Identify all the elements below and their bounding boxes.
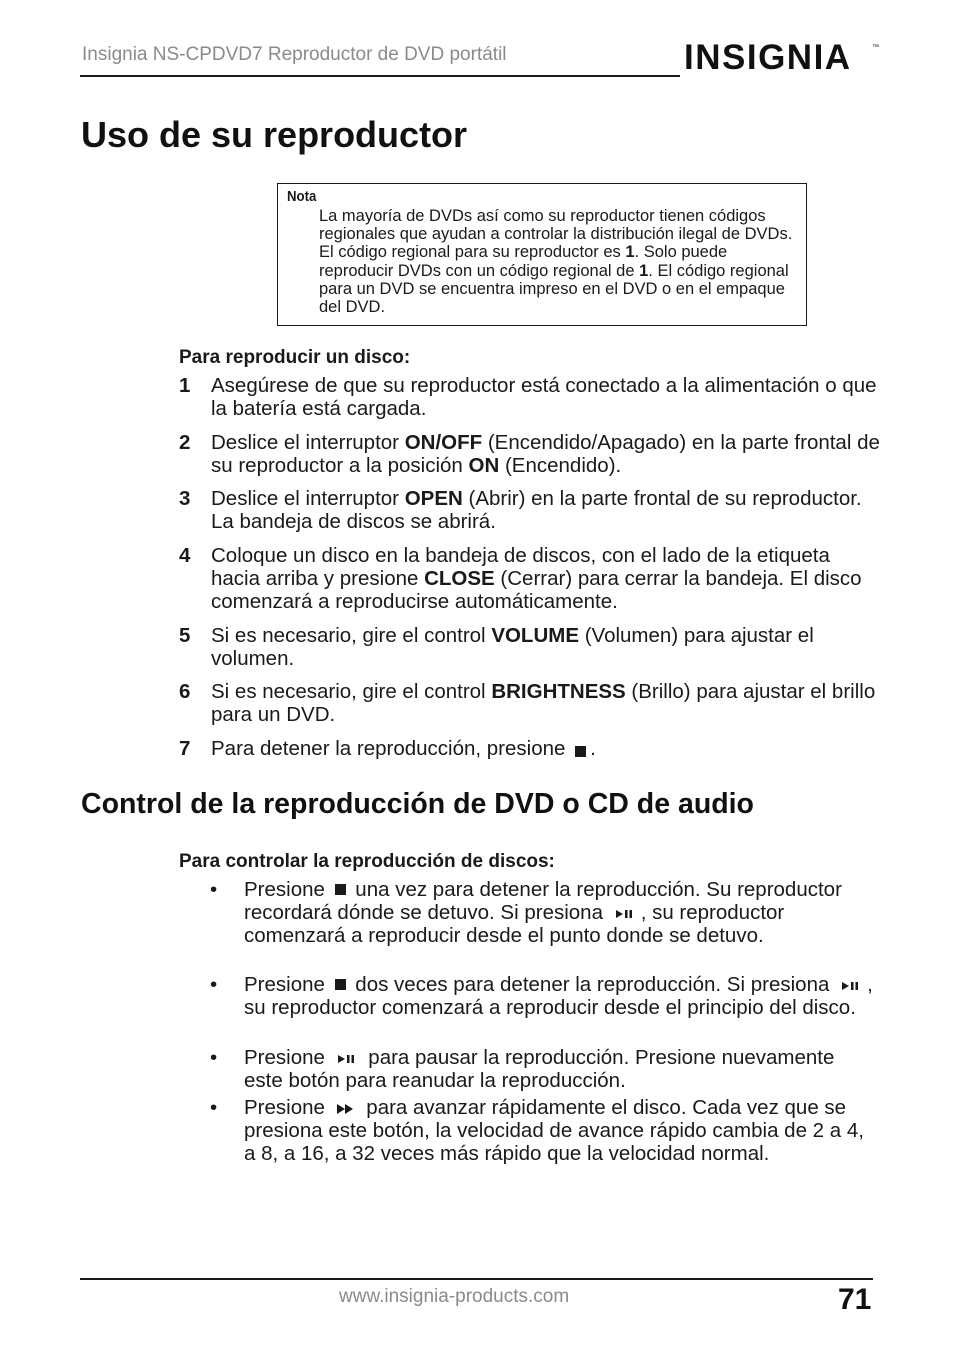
footer-divider	[80, 1278, 873, 1280]
bullet-item: • Presione dos veces para detener la reproducción. Si presiona , su reproductor comenzará a reproducir desde el principio del disco.	[210, 973, 873, 1019]
step-3: 3 Deslice el interruptor OPEN (Abrir) en la parte frontal de su reproductor. La bandeja de discos se abrirá.	[179, 487, 862, 533]
bullet-item: • Presione para avanzar rápidamente el disco. Cada vez que se presiona este botón, la velocidad de avance rápido cambia de 2 a 4, a 8, a 16, a 32 veces más rápido que la velocidad normal.	[210, 1096, 864, 1165]
play-pause-icon	[838, 979, 864, 993]
stop-icon	[335, 884, 346, 895]
logo-trademark: ™	[872, 44, 879, 51]
insignia-logo	[684, 38, 884, 90]
header-title: Insignia NS-CPDVD7 Reproductor de DVD portátil	[82, 44, 507, 65]
procedure-title-play: Para reproducir un disco:	[179, 347, 411, 368]
bullet-item: • Presione para pausar la reproducción. Presione nuevamente este botón para reanudar la reproducción.	[210, 1046, 835, 1092]
step-4: 4 Coloque un disco en la bandeja de discos, con el lado de la etiqueta hacia arriba y presione CLOSE (Cerrar) para cerrar la bandeja. El disco comenzará a reproducirse automáticamente.	[179, 544, 862, 613]
step-5: 5 Si es necesario, gire el control VOLUME (Volumen) para ajustar el volumen.	[179, 624, 814, 670]
step-6: 6 Si es necesario, gire el control BRIGHTNESS (Brillo) para ajustar el brillo para un DVD.	[179, 680, 876, 726]
note-text: La mayoría de DVDs así como su reproductor tienen códigos regionales que ayudan a controlar la distribución ilegal de DVDs. El código regional para su reproductor es 1. Solo puede reproducir DVDs con un código regional de 1. El código regional para un DVD se encuentra impreso en el DVD o en el empaque del DVD.	[319, 207, 793, 317]
play-pause-icon	[334, 1052, 360, 1066]
stop-icon	[575, 746, 586, 757]
region-code: 1	[625, 243, 635, 262]
step-1: 1 Asegúrese de que su reproductor está conectado a la alimentación o que la batería está cargada.	[179, 374, 877, 420]
procedure-title-control: Para controlar la reproducción de discos:	[179, 851, 555, 872]
bullet-item: • Presione una vez para detener la reproducción. Su reproductor recordará dónde se detuvo. Si presiona , su reproductor comenzará a reproducir desde el punto donde se detuvo.	[210, 878, 842, 947]
play-pause-icon	[612, 907, 638, 921]
step-2: 2 Deslice el interruptor ON/OFF (Encendido/Apagado) en la parte frontal de su reproductor a la posición ON (Encendido).	[179, 431, 880, 477]
region-code: 1	[639, 261, 649, 280]
step-7: 7 Para detener la reproducción, presione .	[179, 737, 596, 760]
section-title: Control de la reproducción de DVD o CD de audio	[81, 788, 754, 820]
note-label: Nota	[287, 188, 317, 205]
note-box	[277, 183, 807, 326]
header-divider	[80, 75, 680, 77]
footer-url: www.insignia-products.com	[339, 1286, 570, 1307]
page-title: Uso de su reproductor	[81, 114, 468, 155]
page-number: 71	[838, 1283, 872, 1316]
logo-wordmark: INSIGNIA	[684, 38, 852, 77]
fast-forward-icon	[334, 1102, 358, 1116]
stop-icon	[335, 979, 346, 990]
